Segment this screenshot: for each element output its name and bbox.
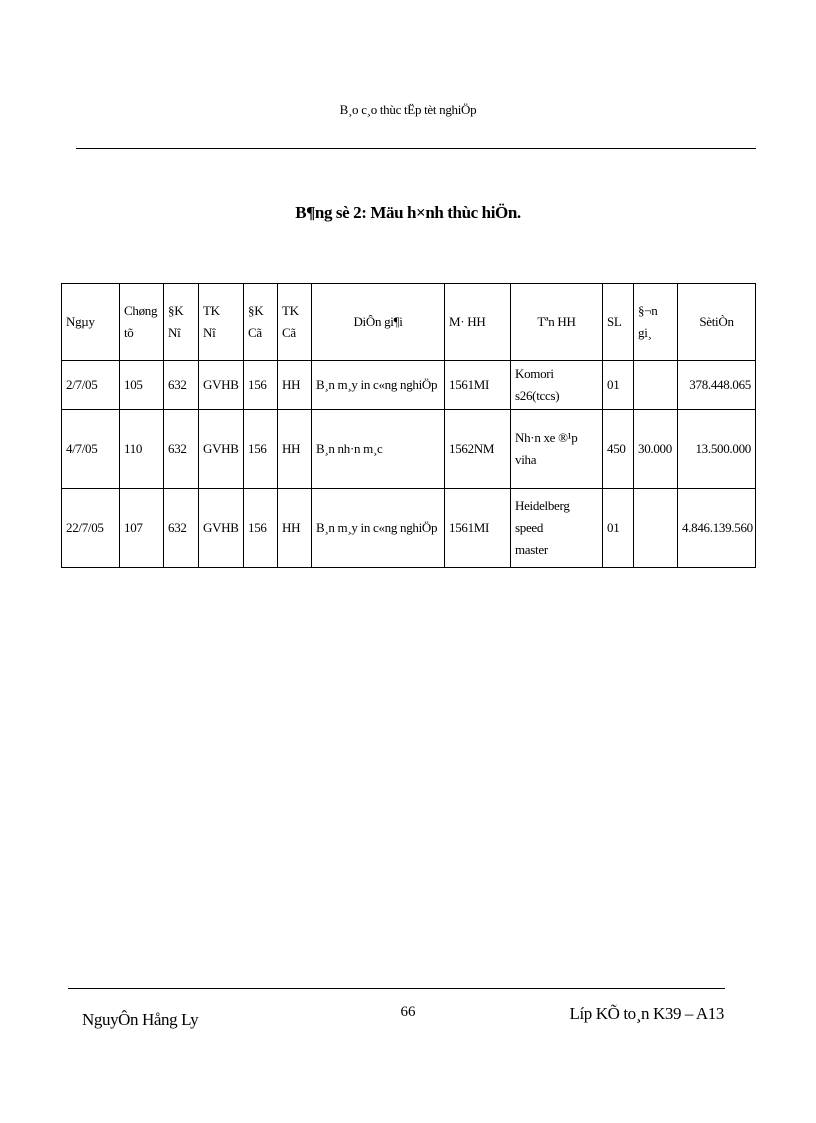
footer-class: Líp KÕ to¸n K39 – A13 — [569, 1004, 724, 1023]
cell-amount: 13.500.000 — [678, 410, 756, 489]
cell-dk-no: 632 — [164, 361, 199, 410]
cell-date: 4/7/05 — [62, 410, 120, 489]
sales-table — [61, 283, 756, 568]
col-header-date: Ngµy — [62, 284, 120, 361]
page-number: 66 — [400, 1004, 416, 1020]
cell-voucher: 107 — [120, 489, 164, 568]
cell-code: 1562NM — [445, 410, 511, 489]
table-header-row — [62, 284, 756, 361]
cell-unit-price — [634, 361, 678, 410]
cell-voucher: 110 — [120, 410, 164, 489]
cell-dk-co: 156 — [244, 361, 278, 410]
cell-name: Komori s26(tccs) — [511, 361, 603, 410]
cell-name: Heidelberg speed master — [511, 489, 603, 568]
col-header-tk-no: TK Nî — [199, 284, 244, 361]
col-header-tk-co: TK Cã — [278, 284, 312, 361]
cell-qty: 01 — [603, 489, 634, 568]
cell-voucher: 105 — [120, 361, 164, 410]
cell-qty: 450 — [603, 410, 634, 489]
cell-tk-co: HH — [278, 489, 312, 568]
cell-tk-no: GVHB — [199, 489, 244, 568]
col-header-dk-co: §K Cã — [244, 284, 278, 361]
header-rule — [76, 148, 756, 149]
cell-code: 1561MI — [445, 361, 511, 410]
col-header-description: DiÔn gi¶i — [312, 284, 445, 361]
cell-tk-co: HH — [278, 361, 312, 410]
col-header-code: M· HH — [445, 284, 511, 361]
cell-unit-price — [634, 489, 678, 568]
col-header-unit-price: §¬n gi¸ — [634, 284, 678, 361]
cell-date: 2/7/05 — [62, 361, 120, 410]
cell-amount: 4.846.139.560 — [678, 489, 756, 568]
cell-code: 1561MI — [445, 489, 511, 568]
cell-dk-no: 632 — [164, 489, 199, 568]
table-title: B¶ng sè 2: Mäu h×nh thùc hiÖn. — [295, 203, 521, 222]
cell-description: B¸n m¸y in c«ng nghiÖp — [312, 489, 445, 568]
cell-tk-co: HH — [278, 410, 312, 489]
cell-date: 22/7/05 — [62, 489, 120, 568]
cell-dk-no: 632 — [164, 410, 199, 489]
cell-dk-co: 156 — [244, 489, 278, 568]
cell-unit-price: 30.000 — [634, 410, 678, 489]
footer-rule — [68, 988, 725, 989]
col-header-qty: SL — [603, 284, 634, 361]
cell-description: B¸n nh·n m¸c — [312, 410, 445, 489]
col-header-voucher: Chøng tõ — [120, 284, 164, 361]
cell-description: B¸n m¸y in c«ng nghiÖp — [312, 361, 445, 410]
table-row — [62, 361, 756, 410]
cell-tk-no: GVHB — [199, 410, 244, 489]
col-header-amount: SètiÒn — [678, 284, 756, 361]
table-row — [62, 489, 756, 568]
footer-author: NguyÔn Hång Ly — [82, 1010, 199, 1029]
cell-amount: 378.448.065 — [678, 361, 756, 410]
col-header-dk-no: §K Nî — [164, 284, 199, 361]
cell-qty: 01 — [603, 361, 634, 410]
cell-name: Nh·n xe ®¹p viha — [511, 410, 603, 489]
cell-tk-no: GVHB — [199, 361, 244, 410]
col-header-name: Tªn HH — [511, 284, 603, 361]
table-row — [62, 410, 756, 489]
cell-dk-co: 156 — [244, 410, 278, 489]
page-header: B¸o c¸o thùc tËp tèt nghiÖp — [339, 102, 477, 117]
